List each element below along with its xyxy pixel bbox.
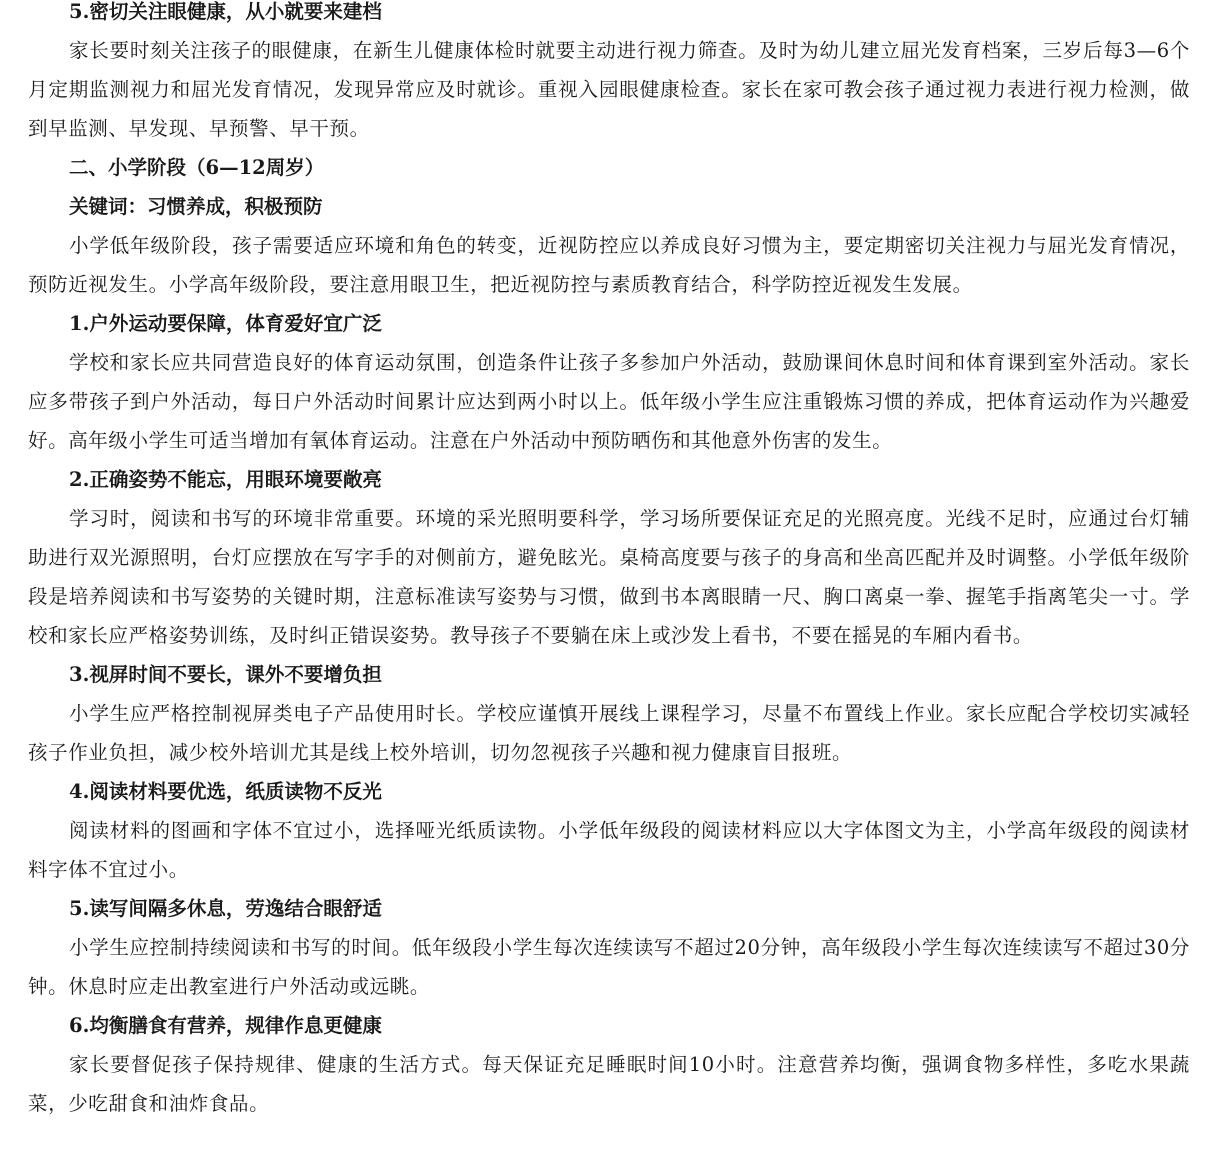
chapter-heading: 二、小学阶段（6—12周岁）	[69, 156, 325, 179]
body-paragraph: 阅读材料的图画和字体不宜过小，选择哑光纸质读物。小学低年级段的阅读材料应以大字体图文为主，小学高年级段的阅读材料字体不宜过小。	[28, 819, 1190, 881]
body-paragraph: 家长要督促孩子保持规律、健康的生活方式。每天保证充足睡眠时间10小时。注意营养均衡，强调食物多样性，多吃水果蔬菜，少吃甜食和油炸食品。	[28, 1053, 1190, 1115]
section-heading: 4.阅读材料要优选，纸质读物不反光	[69, 780, 382, 803]
section-heading: 3.视屏时间不要长，课外不要增负担	[69, 663, 382, 686]
body-paragraph: 家长要时刻关注孩子的眼健康，在新生儿健康体检时就要主动进行视力筛查。及时为幼儿建立屈光发育档案，三岁后每3—6个月定期监测视力和屈光发育情况，发现异常应及时就诊。重视入园眼健康检查。家长在家可教会孩子通过视力表进行视力检测，做到早监测、早发现、早预警、早干预。	[28, 39, 1190, 140]
document-page	[28, 0, 1190, 1123]
section-heading: 1.户外运动要保障，体育爱好宜广泛	[69, 312, 382, 335]
section-heading: 6.均衡膳食有营养，规律作息更健康	[69, 1014, 382, 1037]
body-paragraph: 小学生应控制持续阅读和书写的时间。低年级段小学生每次连续读写不超过20分钟，高年级段小学生每次连续读写不超过30分钟。休息时应走出教室进行户外活动或远眺。	[28, 936, 1190, 998]
section-heading: 5.密切关注眼健康，从小就要来建档	[69, 0, 382, 23]
body-paragraph: 小学生应严格控制视屏类电子产品使用时长。学校应谨慎开展线上课程学习，尽量不布置线上作业。家长应配合学校切实减轻孩子作业负担，减少校外培训尤其是线上校外培训，切勿忽视孩子兴趣和视力健康盲目报班。	[28, 702, 1190, 764]
keywords-line: 关键词：习惯养成，积极预防	[69, 195, 323, 218]
section-heading: 2.正确姿势不能忘，用眼环境要敞亮	[69, 468, 382, 491]
body-paragraph: 学校和家长应共同营造良好的体育运动氛围，创造条件让孩子多参加户外活动，鼓励课间休息时间和体育课到室外活动。家长应多带孩子到户外活动，每日户外活动时间累计应达到两小时以上。低年级小学生应注重锻炼习惯的养成，把体育运动作为兴趣爱好。高年级小学生可适当增加有氧体育运动。注意在户外活动中预防晒伤和其他意外伤害的发生。	[28, 351, 1190, 452]
body-paragraph: 小学低年级阶段，孩子需要适应环境和角色的转变，近视防控应以养成良好习惯为主，要定期密切关注视力与屈光发育情况，预防近视发生。小学高年级阶段，要注意用眼卫生，把近视防控与素质教育结合，科学防控近视发生发展。	[28, 234, 1190, 296]
section-heading: 5.读写间隔多休息，劳逸结合眼舒适	[69, 897, 382, 920]
body-paragraph: 学习时，阅读和书写的环境非常重要。环境的采光照明要科学，学习场所要保证充足的光照亮度。光线不足时，应通过台灯辅助进行双光源照明，台灯应摆放在写字手的对侧前方，避免眩光。桌椅高度要与孩子的身高和坐高匹配并及时调整。小学低年级阶段是培养阅读和书写姿势的关键时期，注意标准读写姿势与习惯，做到书本离眼睛一尺、胸口离桌一拳、握笔手指离笔尖一寸。学校和家长应严格姿势训练，及时纠正错误姿势。教导孩子不要躺在床上或沙发上看书，不要在摇晃的车厢内看书。	[28, 507, 1190, 647]
